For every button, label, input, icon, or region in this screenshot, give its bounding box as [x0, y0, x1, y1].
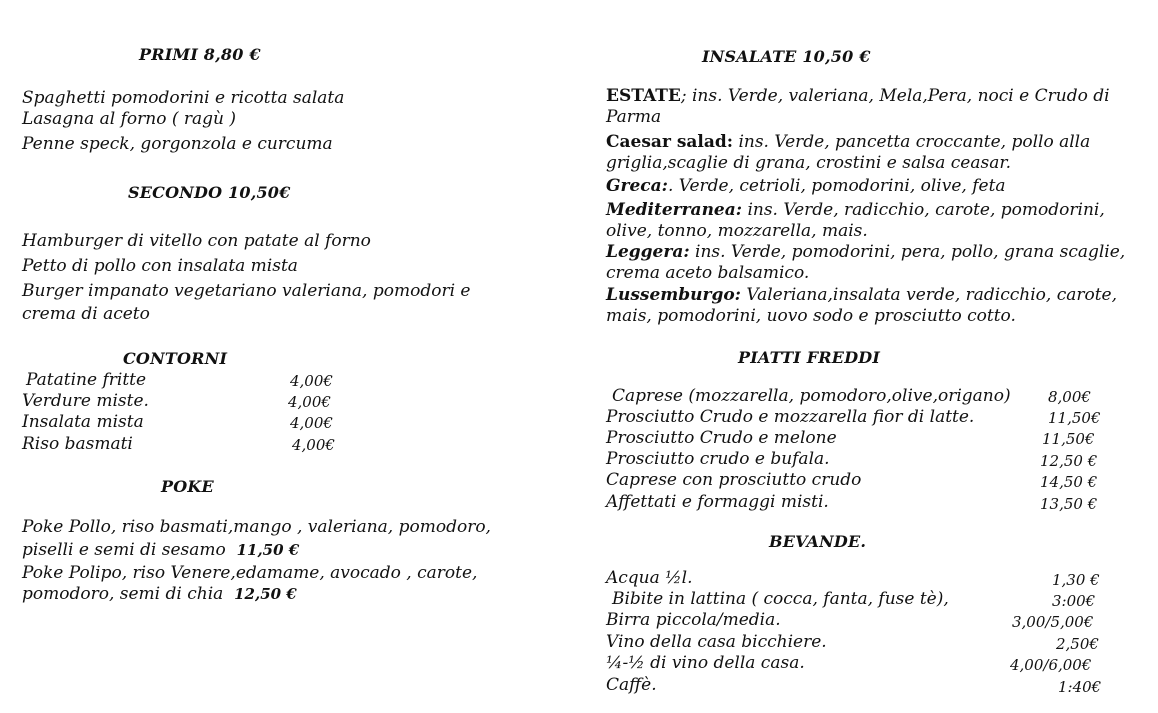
poke-item — [22, 540, 299, 561]
secondo-item: crema di aceto — [22, 304, 150, 324]
contorni-item-price: 4,00€ — [290, 414, 333, 432]
insalata-name: Caesar salad: — [606, 132, 734, 152]
piatto-price: 13,50 € — [1040, 495, 1098, 513]
piatto-name: Prosciutto crudo e bufala. — [606, 449, 830, 469]
insalata-desc: Valeriana,insalata verde, radicchio, carote, mais, pomodorini, uovo sodo e prosciutto cotto. — [606, 285, 1118, 326]
contorni-item-name: Riso basmati — [22, 434, 133, 454]
bevanda-name: Vino della casa bicchiere. — [606, 632, 827, 652]
poke-item: Poke Pollo, riso basmati,mango , valeriana, pomodoro, — [22, 517, 491, 537]
poke-item — [22, 584, 297, 605]
insalate-heading: INSALATE 10,50 € — [702, 47, 871, 66]
bevande-heading: BEVANDE. — [769, 532, 867, 551]
contorni-item-name: Patatine fritte — [26, 370, 147, 390]
bevanda-name: Bibite in lattina ( cocca, fanta, fuse tè), — [612, 589, 949, 609]
insalata-desc: ins. Verde, pomodorini, pera, pollo, grana scaglie, crema aceto balsamico. — [606, 242, 1126, 283]
secondo-item: Hamburger di vitello con patate al forno — [22, 231, 371, 251]
piatto-name: Caprese con prosciutto crudo — [606, 470, 862, 490]
insalata-item — [606, 176, 1146, 197]
secondo-heading: SECONDO 10,50€ — [128, 183, 291, 202]
piatto-name: Prosciutto Crudo e melone — [606, 428, 837, 448]
poke-item-price: 12,50 € — [234, 585, 297, 603]
poke-heading: POKE — [161, 477, 214, 496]
secondo-item: Burger impanato vegetariano valeriana, pomodori e — [22, 281, 471, 301]
poke-item-price: 11,50 € — [236, 541, 300, 559]
contorni-item-name: Verdure miste. — [22, 391, 149, 411]
insalata-item — [606, 285, 1146, 327]
primi-item: Spaghetti pomodorini e ricotta salata — [22, 88, 345, 108]
primi-heading: PRIMI 8,80 € — [139, 45, 261, 64]
bevanda-price: 3,00/5,00€ — [1012, 613, 1094, 631]
piatto-price: 11,50€ — [1042, 430, 1095, 448]
bevanda-price: 1,30 € — [1052, 571, 1100, 589]
primi-item: Lasagna al forno ( ragù ) — [22, 109, 237, 129]
insalata-item — [606, 86, 1146, 128]
bevanda-price: 2,50€ — [1056, 635, 1099, 653]
piatto-price: 12,50 € — [1040, 452, 1098, 470]
insalata-name: ESTATE — [606, 86, 681, 106]
primi-item: Penne speck, gorgonzola e curcuma — [22, 134, 333, 154]
piatto-name: Prosciutto Crudo e mozzarella fior di latte. — [606, 407, 975, 427]
secondo-item: Petto di pollo con insalata mista — [22, 256, 298, 276]
piatto-name: Caprese (mozzarella, pomodoro,olive,origano) — [612, 386, 1011, 406]
poke-item-text: piselli e semi di sesamo — [22, 540, 226, 560]
poke-item-text: pomodoro, semi di chia — [22, 584, 224, 604]
contorni-item-price: 4,00€ — [290, 372, 333, 390]
insalata-name: Mediterranea: — [606, 200, 743, 220]
piatto-name: Affettati e formaggi misti. — [606, 492, 829, 512]
piatto-price: 8,00€ — [1048, 388, 1091, 406]
bevanda-price: 3:00€ — [1052, 592, 1096, 610]
insalata-name: Greca: — [606, 176, 668, 196]
contorni-item-price: 4,00€ — [288, 393, 331, 411]
insalata-desc: ; ins. Verde, valeriana, Mela,Pera, noci e Crudo di Parma — [606, 86, 1110, 127]
insalata-item — [606, 200, 1146, 242]
bevanda-name: Acqua ½l. — [606, 568, 693, 588]
bevanda-price: 4,00/6,00€ — [1010, 656, 1092, 674]
insalata-desc: ins. Verde, pancetta croccante, pollo alla griglia,scaglie di grana, crostini e salsa ceasar. — [606, 132, 1091, 173]
insalata-name: Leggera: — [606, 242, 690, 262]
poke-item: Poke Polipo, riso Venere,edamame, avocado , carote, — [22, 563, 478, 583]
contorni-heading: CONTORNI — [123, 349, 228, 368]
insalata-item — [606, 242, 1146, 284]
piatti-freddi-heading: PIATTI FREDDI — [738, 348, 881, 367]
insalata-desc: . Verde, cetrioli, pomodorini, olive, feta — [667, 176, 1006, 196]
piatto-price: 14,50 € — [1040, 473, 1098, 491]
bevanda-name: Birra piccola/media. — [606, 610, 781, 630]
contorni-item-name: Insalata mista — [22, 412, 144, 432]
piatto-price: 11,50€ — [1048, 409, 1101, 427]
insalata-desc: ins. Verde, radicchio, carote, pomodorini, olive, tonno, mozzarella, mais. — [606, 200, 1105, 241]
insalata-name: Lussemburgo: — [606, 285, 741, 305]
bevanda-price: 1:40€ — [1058, 678, 1102, 696]
contorni-item-price: 4,00€ — [292, 436, 335, 454]
bevanda-name: Caffè. — [606, 675, 657, 695]
insalata-item — [606, 132, 1146, 174]
bevanda-name: ¼-½ di vino della casa. — [606, 653, 805, 673]
